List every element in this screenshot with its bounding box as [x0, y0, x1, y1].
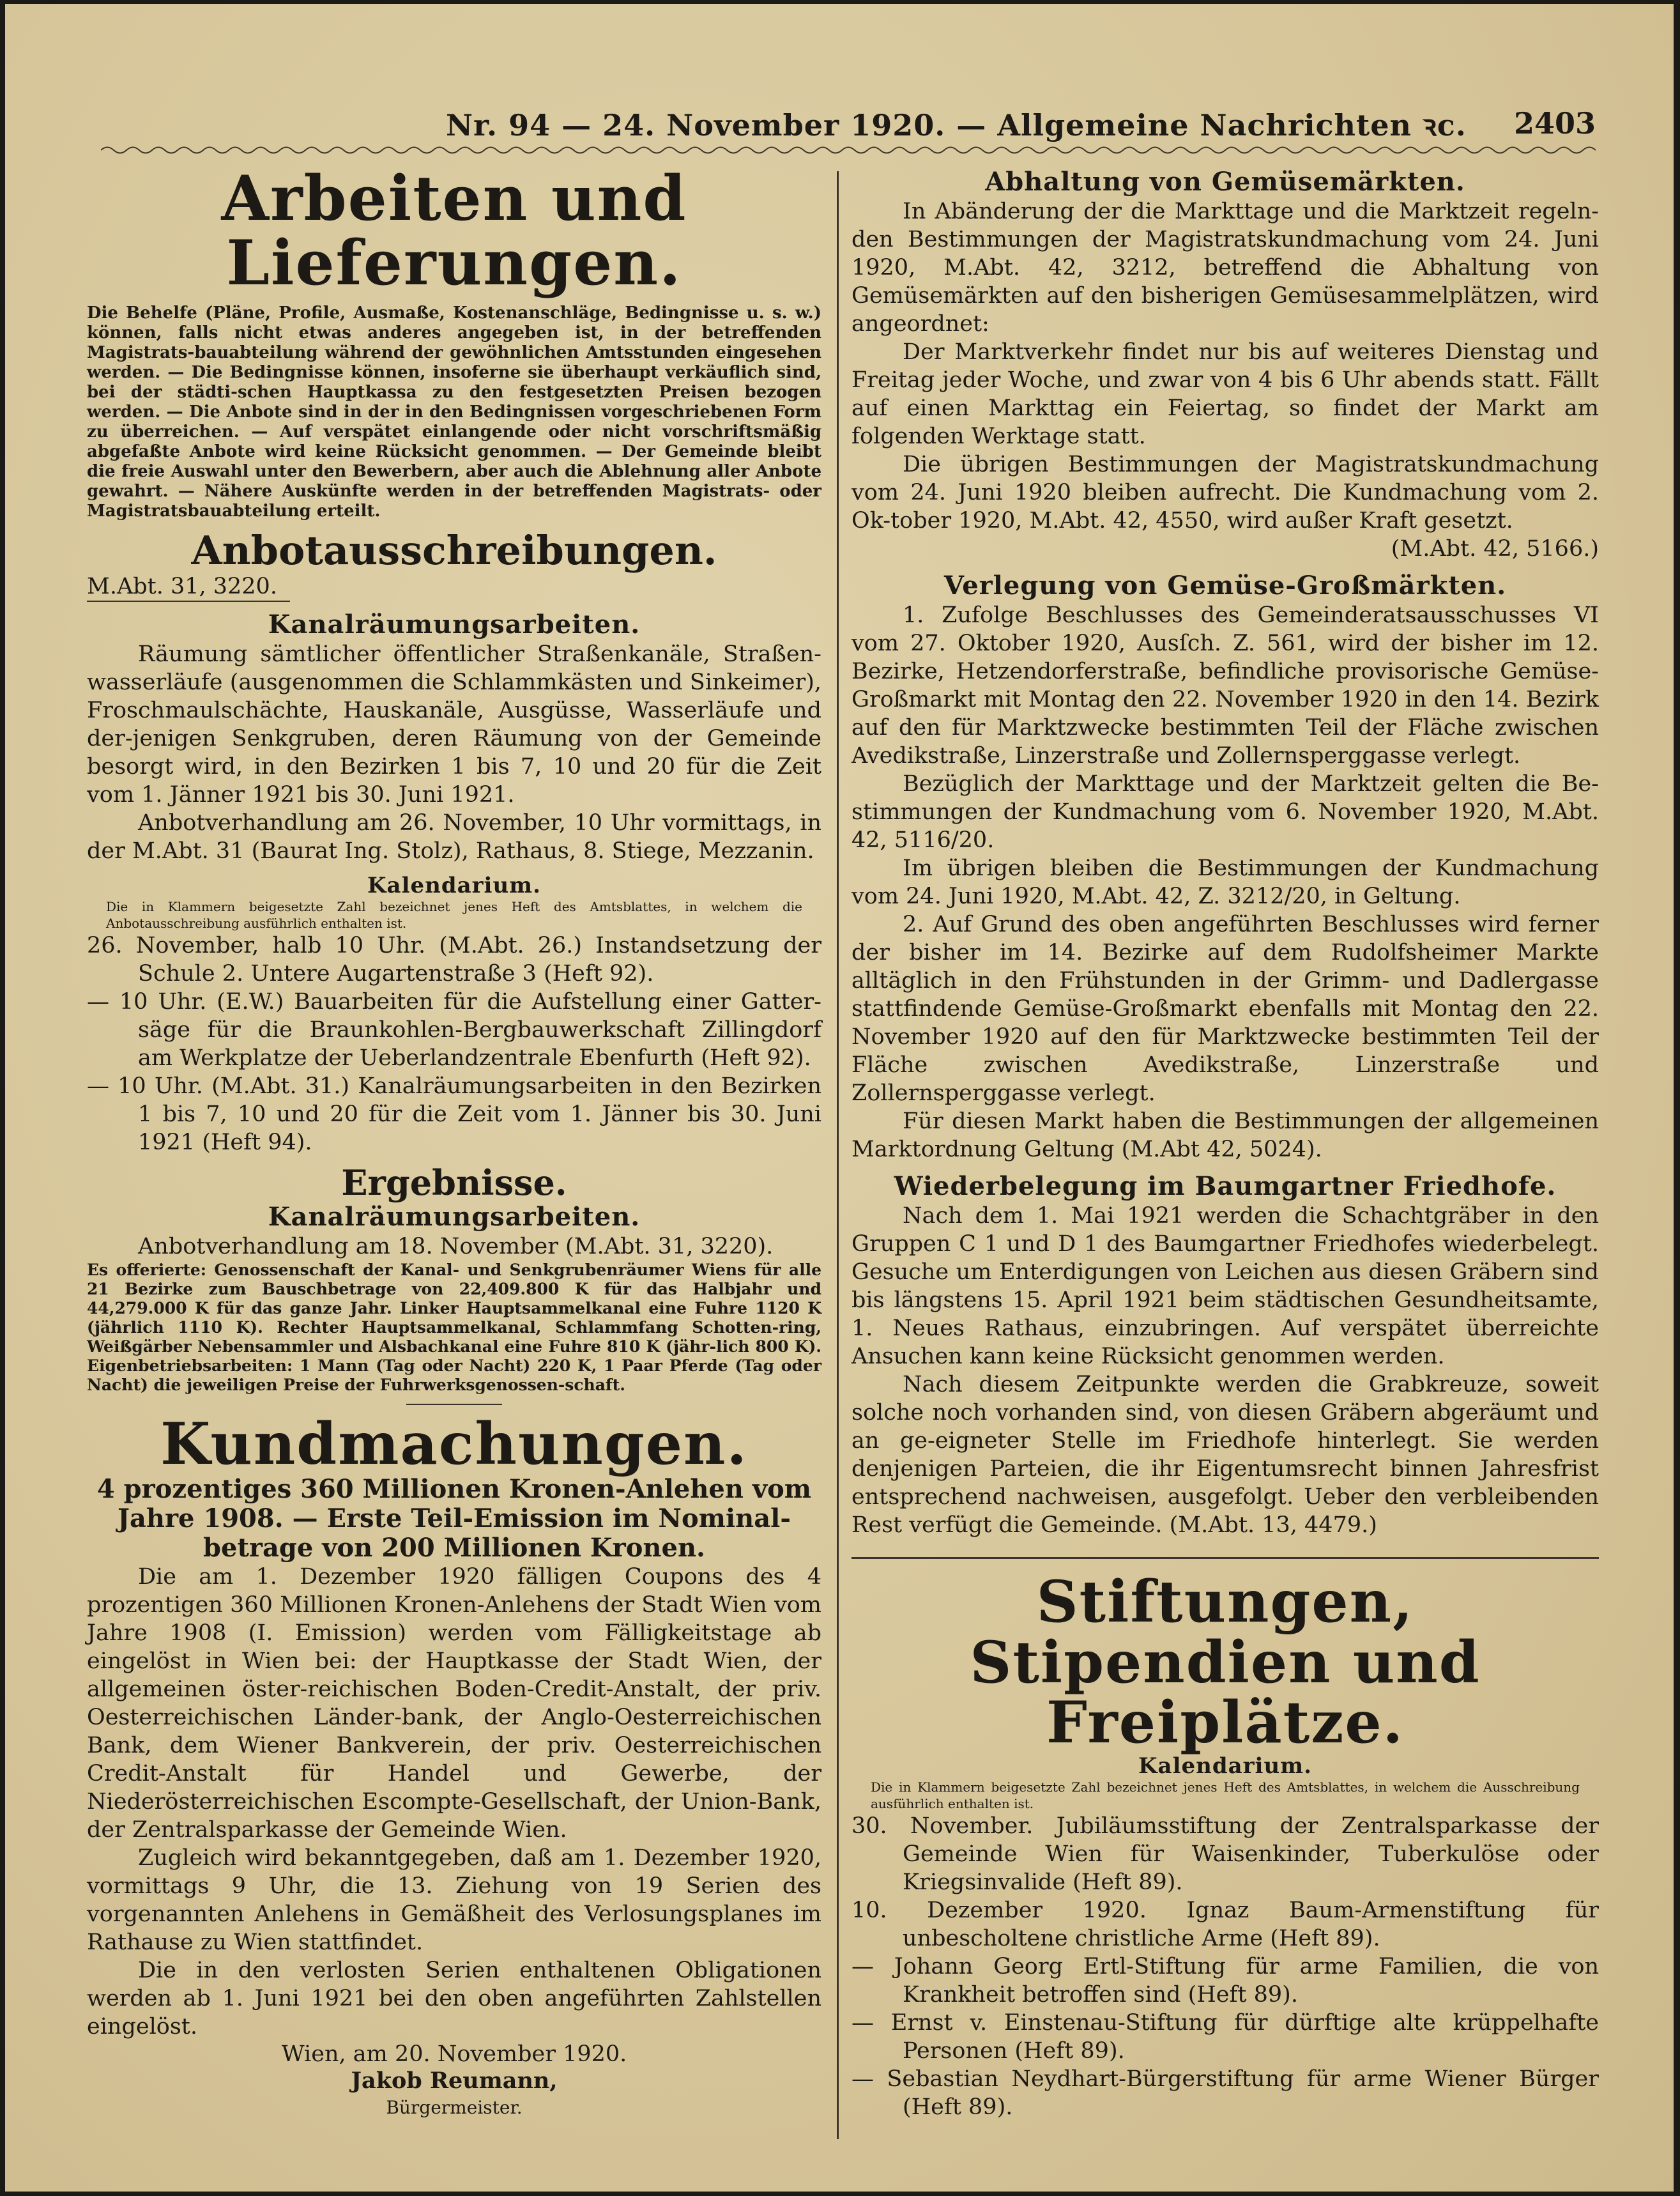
right-column: [851, 167, 1599, 2121]
gross-p1: 1. Zufolge Beschlusses des Gemeinderatsausschusses VI vom 27. Oktober 1920, Ausſch. Z. 561, wird der bisher im 12. Bezirke, Hetzendorferstraße, befindliche provisorische Gemüse-Großmarkt mit Montag den 22. November 1920 in den 14. Bezirk auf den für Marktzwecke bestimmten Teil der Fläche zwischen Avedikstraße, Linzerstraße und Zollernsperggasse verlegt.: [851, 603, 1599, 769]
kanal-title: Kanalräumungsarbeiten.: [268, 609, 641, 640]
kanal-text: Räumung sämtlicher öffentlicher Straßenkanäle, Straßen-wasserläufe (ausgenommen die Schlammkästen und Sinkeimer), Froschmaulschächte, Hauskanäle, Ausgüsse, Wasserläufe und der-jenigen Senkgruben, deren Räumung von der Gemeinde besorgt wird, in den Bezirken 1 bis 7, 10 und 20 für die Zeit vom 1. Jänner 1921 bis 30. Juni 1921.: [87, 641, 821, 808]
kalendarium-entry: 26. November, halb 10 Uhr. (M.Abt. 26.) Instandsetzung der Schule 2. Untere Augartenstraße 3 (Heft 92).: [87, 932, 821, 987]
friedhof-p2: Nach diesem Zeitpunkte werden die Grabkreuze, soweit solche noch vorhanden sind, von diesen Gräbern abgeräumt und an ge-eigneter Stelle im Friedhofe hinterlegt. Sie werden denjenigen Parteien, die ihr Eigentumsrecht binnen Jahresfrist entsprechend nachweisen, ausgefolgt. Ueber den verbleibenden Rest verfügt die Gemeinde. (M.Abt. 13, 4479.): [851, 1372, 1599, 1538]
signer: Jakob Reumann,: [351, 2067, 558, 2094]
gross-p5: Für diesen Markt haben die Bestimmungen der allgemeinen Marktordnung Geltung (M.Abt 42, 5024).: [851, 1109, 1599, 1162]
kalendarium-note: Die in Klammern beigesetzte Zahl bezeichnet jenes Heft des Amtsblattes, in welchem die Anbotausschreibung ausführlich enthalten ist.: [106, 898, 802, 931]
kalendarium-title: Kalendarium.: [367, 872, 541, 898]
kundmachungen-title: Kundmachungen.: [160, 1410, 748, 1478]
newspaper-page: [5, 4, 1674, 2192]
anleihe-title: 4 prozentiges 360 Millionen Kronen-Anlehen vom Jahre 1908. — Erste Teil-Emission im Nominal-betrage von 200 Millionen Kronen.: [96, 1473, 812, 1563]
header-line: Nr. 94 — 24. November 1920. — Allgemeine Nachrichten ꝛc.: [446, 108, 1467, 142]
divider: [406, 1404, 502, 1405]
stift-kalendarium-note: Die in Klammern beigesetzte Zahl bezeichnet jenes Heft des Amtsblattes, in welchem die Ausschreibung ausführlich enthalten ist.: [871, 1779, 1580, 1811]
gemuese-title: Abhaltung von Gemüsemärkten.: [985, 167, 1465, 197]
section-rule: [851, 1557, 1599, 1559]
kanal-verhandlung: Anbotverhandlung am 26. November, 10 Uhr vormittags, in der M.Abt. 31 (Baurat Ing. Stolz), Rathaus, 8. Stiege, Mezzanin.: [87, 810, 821, 864]
stift-entry: — Sebastian Neydhart-Bürgerstiftung für arme Wiener Bürger (Heft 89).: [851, 2066, 1599, 2120]
kalendarium-entry: — 10 Uhr. (E.W.) Bauarbeiten für die Aufstellung einer Gatter-säge für die Braunkohlen-Bergbauwerkschaft Zillingdorf am Werkplatze der Ueberlandzentrale Ebenfurth (Heft 92).: [87, 988, 821, 1071]
anleihe-p2: Zugleich wird bekanntgegeben, daß am 1. Dezember 1920, vormittags 9 Uhr, die 13. Ziehung von 19 Serien des vorgenannten Anlehens in Gemäßheit des Verlosungsplanes im Rathause zu Wien stattfindet.: [87, 1845, 821, 1955]
friedhof-title: Wiederbelegung im Baumgartner Friedhofe.: [894, 1171, 1557, 1201]
page-header: [101, 100, 1596, 157]
ergebnisse-text: Es offerierte: Genossenschaft der Kanal- und Senkgrubenräumer Wiens für alle 21 Bezirke zum Bauschbetrage von 22,409.800 K für das Halbjahr und 44,279.000 K für das ganze Jahr. Linker Hauptsammelkanal eine Fuhre 1120 K (jährlich 1110 K). Rechter Hauptsammelkanal, Schlammfang Schotten-ring, Weißgärber Nebensammler und Alsbachkanal eine Fuhre 810 K (jähr-lich 800 K). Eigenbetriebsarbeiten: 1 Mann (Tag oder Nacht) 220 K, 1 Paar Pferde (Tag oder Nacht) die jeweiligen Preise der Fuhrwerksgenossen-schaft.: [87, 1261, 821, 1395]
anleihe-p1: Die am 1. Dezember 1920 fälligen Coupons des 4 prozentigen 360 Millionen Kronen-Anlehens der Stadt Wien vom Jahre 1908 (I. Emission) werden vom Fälligkeitstage ab eingelöst in Wien bei: der Hauptkasse der Stadt Wien, der allgemeinen öster-reichischen Boden-Credit-Anstalt, der priv. Oesterreichischen Länder-bank, der Anglo-Oesterreichischen Bank, dem Wiener Bankverein, der priv. Oesterreichischen Credit-Anstalt für Handel und Gewerbe, der Niederösterreichischen Escompte-Gesellschaft, der Union-Bank, der Zentralsparkasse der Gemeinde Wien.: [87, 1563, 821, 1843]
stift-entry: — Johann Georg Ertl-Stiftung für arme Familien, die von Krankheit betroffen sind (Heft 89).: [851, 1953, 1599, 2008]
page-number: 2403: [1513, 106, 1596, 141]
gross-p2: Bezüglich der Markttage und der Marktzeit gelten die Be-stimmungen der Kundmachung vom 6. November 1920, M.Abt. 42, 5116/20.: [851, 771, 1599, 853]
gross-p3: Im übrigen bleiben die Bestimmungen der Kundmachung vom 24. Juni 1920, M.Abt. 42, Z. 3212/20, in Geltung.: [851, 856, 1599, 909]
header-wavy-rule: [101, 144, 1596, 156]
stift-entry: — Ernst v. Einstenau-Stiftung für dürftige alte krüppelhafte Personen (Heft 89).: [851, 2009, 1599, 2064]
place-date: Wien, am 20. November 1920.: [281, 2041, 627, 2067]
gemuese-ref: (M.Abt. 42, 5166.): [1391, 536, 1599, 562]
column-divider: [837, 171, 839, 2139]
anbot-title: Anbotausschreibungen.: [191, 526, 717, 574]
signer-title: Bürgermeister.: [386, 2096, 523, 2118]
section-title-arbeiten: Arbeiten und Lieferungen.: [221, 162, 687, 299]
anleihe-p3: Die in den verlosten Serien enthaltenen Obligationen werden ab 1. Juni 1921 bei den oben angeführten Zahlstellen eingelöst.: [87, 1957, 821, 2039]
kalendarium-entry: — 10 Uhr. (M.Abt. 31.) Kanalräumungsarbeiten in den Bezirken 1 bis 7, 10 und 20 für die Zeit vom 1. Jänner bis 30. Juni 1921 (Heft 94).: [87, 1073, 821, 1155]
intro-text: Die Behelfe (Pläne, Profile, Ausmaße, Kostenanschläge, Bedingnisse u. s. w.) können, falls nicht etwas anderes angegeben ist, in der betreffenden Magistrats-bauabteilung während der gewöhnlichen Amtsstunden eingesehen werden. — Die Bedingnisse können, insoferne sie überhaupt verkäuflich sind, bei der städti-schen Hauptkassa zu den festgesetzten Preisen bezogen werden. — Die Anbote sind in der in den Bedingnissen vorgeschriebenen Form zu überreichen. — Auf verspätet einlangende oder nicht vorschriftsmäßig abgefaßte Anbote wird keine Rücksicht genommen. — Der Gemeinde bleibt die freie Auswahl unter den Bewerbern, aber auch die Ablehnung aller Anbote gewahrt. — Nähere Auskünfte werden in der betreffenden Magistrats- oder Magistratsbauabteilung erteilt.: [87, 303, 821, 521]
stift-entry: 10. Dezember 1920. Ignaz Baum-Armenstiftung für unbescholtene christliche Arme (Heft 89).: [851, 1897, 1599, 1951]
ergebnisse-verhandlung: Anbotverhandlung am 18. November (M.Abt. 31, 3220).: [138, 1234, 774, 1260]
gemuese-p1: In Abänderung der die Markttage und die Marktzeit regeln-den Bestimmungen der Magistratskundmachung vom 24. Juni 1920, M.Abt. 42, 3212, betreffend die Abhaltung von Gemüsemärkten auf den bisherigen Gemüsesammelplätzen, wird angeordnet:: [851, 199, 1599, 337]
anbot-ref: M.Abt. 31, 3220.: [87, 572, 290, 602]
gemuese-p2: Der Marktverkehr findet nur bis auf weiteres Dienstag und Freitag jeder Woche, und zwar von 4 bis 6 Uhr abends statt. Fällt auf einen Markttag ein Feiertag, so findet der Markt am folgenden Werktage statt.: [851, 339, 1599, 449]
stift-entry: 30. November. Jubiläumsstiftung der Zentralsparkasse der Gemeinde Wien für Waisenkinder, Tuberkulöse oder Kriegsinvalide (Heft 89).: [851, 1813, 1599, 1895]
ergebnisse-title: Ergebnisse.: [341, 1162, 567, 1203]
ergebnisse-sub: Kanalräumungsarbeiten.: [268, 1202, 641, 1232]
stiftungen-title: Stiftungen, Stipendien und Freiplätze.: [970, 1568, 1481, 1756]
gemuese-p3: Die übrigen Bestimmungen der Magistratskundmachung vom 24. Juni 1920 bleiben aufrecht. Die Kundmachung vom 2. Ok-tober 1920, M.Abt. 42, 4550, wird außer Kraft gesetzt.: [851, 452, 1599, 534]
gross-title: Verlegung von Gemüse-Großmärkten.: [943, 571, 1507, 601]
friedhof-p1: Nach dem 1. Mai 1921 werden die Schachtgräber in den Gruppen C 1 und D 1 des Baumgartner Friedhofes wiederbelegt. Gesuche um Enterdigungen von Leichen aus diesen Gräbern sind bis längstens 15. April 1921 beim städtischen Gesundheitsamte, 1. Neues Rathaus, einzubringen. Auf verspätet überreichte Ansuchen kann keine Rücksicht genommen werden.: [851, 1203, 1599, 1369]
gross-p4: 2. Auf Grund des oben angeführten Beschlusses wird ferner der bisher im 14. Bezirke auf dem Rudolfsheimer Markte alltäglich in den Frühstunden in der Grimm- und Dadlergasse stattfindende Gemüse-Großmarkt ebenfalls mit Montag den 22. November 1920 auf den für Marktzwecke bestimmten Teil der Fläche zwischen Avedikstraße, Linzerstraße und Zollernsperggasse verlegt.: [851, 912, 1599, 1106]
stift-kalendarium-title: Kalendarium.: [1138, 1753, 1312, 1779]
left-column: [87, 162, 821, 2121]
